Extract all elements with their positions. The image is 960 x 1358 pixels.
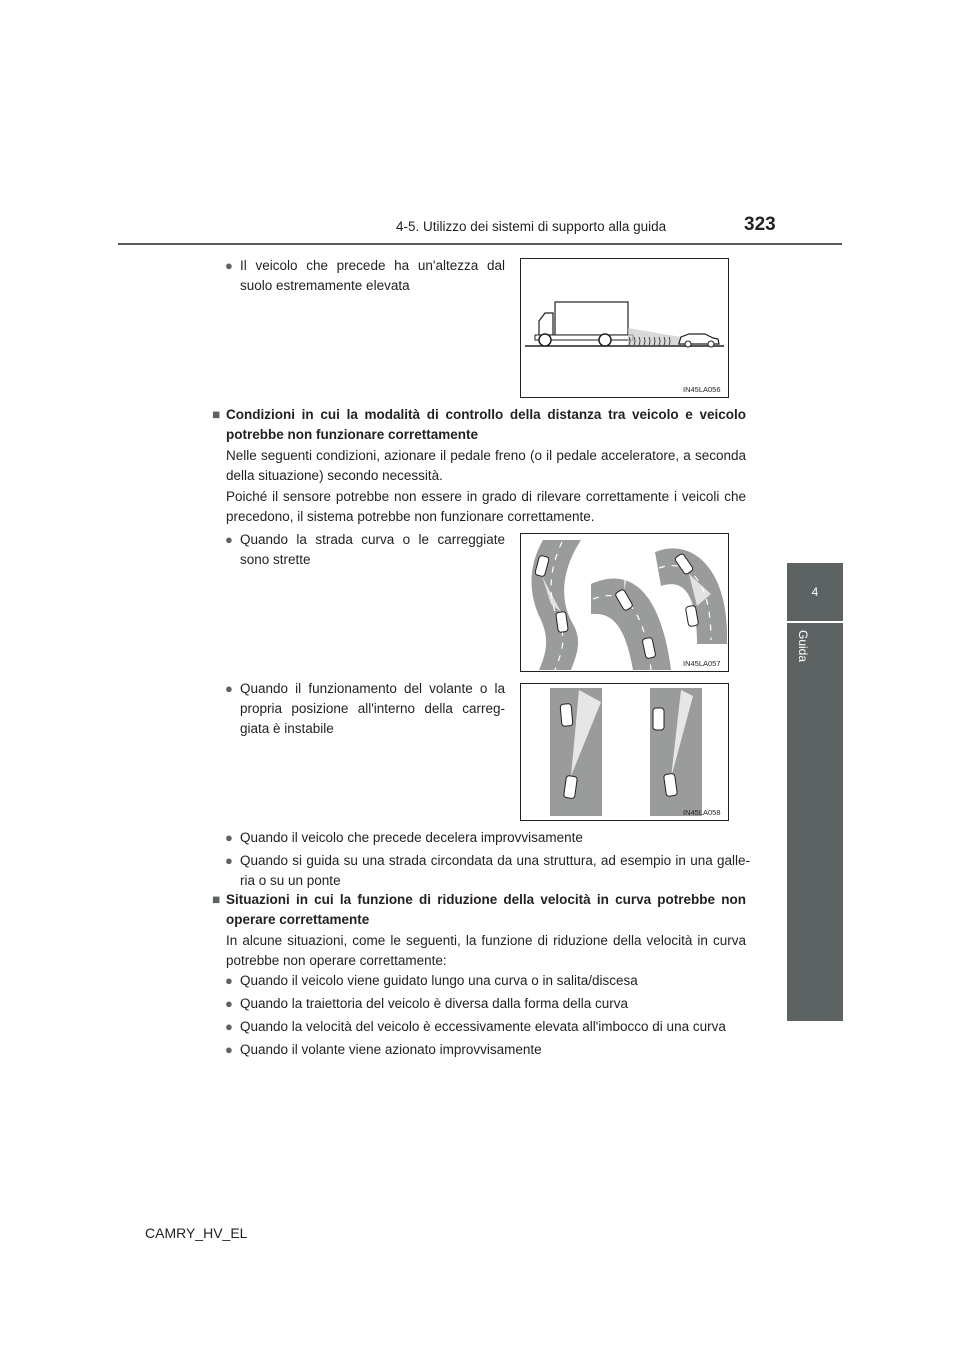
figure-code: IN45LA058	[683, 808, 721, 817]
figure-truck-high-clearance	[520, 258, 729, 398]
bullet-dot-icon: ●	[225, 532, 233, 547]
bullet-item-truck	[225, 256, 505, 296]
section-heading-text: Condizioni in cui la modalità di controllo della distanza tra veicolo e veicolo potrebbe non funzionare correttamente	[226, 407, 746, 442]
bullet-dot-icon: ●	[225, 973, 233, 988]
bullet-text: Il veicolo che precede ha un'altezza dal suolo estremamente elevata	[240, 258, 505, 293]
section2-paragraph-1: In alcune situazioni, come le seguenti, la funzione di riduzione della velocità in curva potrebbe non operare correttamente:	[226, 933, 746, 968]
figure-code: IN45LA057	[683, 659, 721, 668]
bullet-text: Quando il volante viene azionato improvvisamente	[240, 1042, 542, 1057]
bullet-dot-icon: ●	[225, 1019, 233, 1034]
bullet-text: Quando la strada curva o le carreggiate sono strette	[240, 532, 505, 567]
bullet-text: Quando il funzionamento del volante o la propria posizione all'interno della carreg-giata è instabile	[240, 681, 505, 736]
section-square-icon: ■	[212, 892, 221, 907]
bullet-item-tunnel	[225, 851, 750, 891]
bullet-item-slope	[225, 971, 750, 991]
section1-paragraph-1: Nelle seguenti condizioni, azionare il pedale freno (o il pedale acceleratore, a seconda della situazione) secondo necessità.	[226, 448, 746, 483]
bullet-item-sudden-steering	[225, 1040, 750, 1060]
bullet-text: Quando la velocità del veicolo è eccessivamente elevata all'imbocco di una curva	[240, 1019, 726, 1034]
bullet-text: Quando il veicolo viene guidato lungo una curva o in salita/discesa	[240, 973, 638, 988]
bullet-text: Quando si guida su una strada circondata da una struttura, ad esempio in una galle-ria o su un ponte	[240, 853, 750, 888]
footer-model-code: CAMRY_HV_EL	[145, 1225, 248, 1241]
bullet-dot-icon: ●	[225, 830, 233, 845]
curved-roads-illustration	[521, 534, 728, 671]
section-heading-text: Situazioni in cui la funzione di riduzione della velocità in curva potrebbe non operare correttamente	[226, 892, 746, 927]
header-divider	[118, 243, 842, 245]
section-heading-distance-control	[212, 405, 746, 445]
straight-roads-illustration	[521, 684, 728, 820]
chapter-side-label	[792, 630, 812, 690]
bullet-dot-icon: ●	[225, 996, 233, 1011]
bullet-dot-icon: ●	[225, 1042, 233, 1057]
bullet-text: Quando la traiettoria del veicolo è diversa dalla forma della curva	[240, 996, 628, 1011]
truck-illustration	[521, 259, 728, 397]
bullet-item-speed	[225, 1017, 750, 1037]
bullet-item-trajectory	[225, 994, 750, 1014]
bullet-item-curve	[225, 530, 505, 570]
bullet-item-decelerate	[225, 828, 750, 848]
chapter-label-text: Guida	[796, 630, 810, 663]
figure-code: IN45LA056	[683, 385, 721, 394]
bullet-text: Quando il veicolo che precede decelera improvvisamente	[240, 830, 583, 845]
page-number: 323	[744, 214, 776, 235]
section1-paragraph-2: Poiché il sensore potrebbe non essere in grado di rilevare correttamente i veicoli che precedono, il sistema potrebbe non funzionare correttamente.	[226, 489, 746, 524]
section-heading-curve-speed	[212, 890, 746, 930]
bullet-dot-icon: ●	[225, 258, 233, 273]
section-square-icon: ■	[212, 407, 221, 422]
figure-curved-roads	[520, 533, 729, 672]
header-section-title: 4-5. Utilizzo dei sistemi di supporto alla guida	[396, 219, 667, 234]
figure-unstable-position	[520, 683, 729, 821]
chapter-tab-number: 4	[787, 563, 843, 621]
bullet-dot-icon: ●	[225, 853, 233, 868]
bullet-dot-icon: ●	[225, 681, 233, 696]
bullet-item-steering	[225, 679, 505, 739]
